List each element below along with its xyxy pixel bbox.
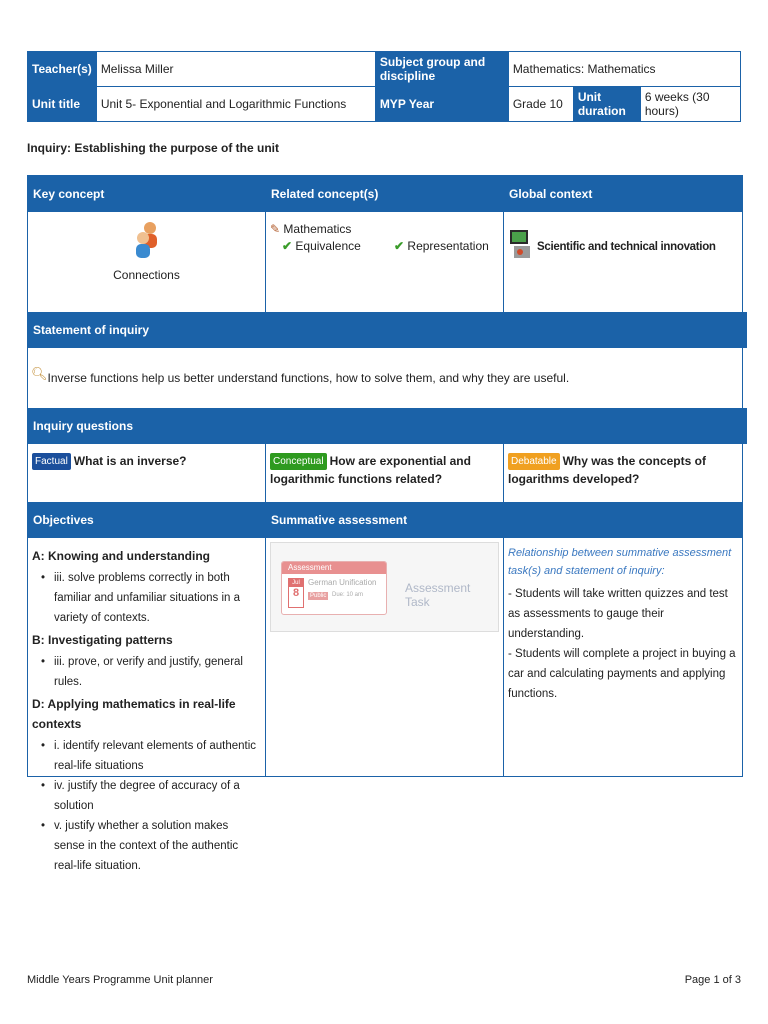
objective-item: • iv. justify the degree of accuracy of a solution (54, 776, 261, 816)
computer-icon (508, 228, 534, 265)
assessment-card-header: Assessment (282, 562, 386, 574)
objective-title: A: Knowing and understanding (32, 549, 210, 563)
duration-value: 6 weeks (30 hours) (640, 87, 740, 122)
inquiry-questions-header: Inquiry questions (28, 408, 747, 444)
objective-item: • iii. prove, or verify and justify, general rules. (54, 652, 261, 692)
myp-year-value: Grade 10 (508, 87, 573, 122)
assessment-preview[interactable] (270, 542, 499, 632)
global-context-header: Global context (504, 176, 742, 212)
objectives-cell (28, 538, 266, 872)
assessment-card[interactable] (281, 561, 387, 615)
relationship-cell (504, 538, 742, 776)
objective-item: • iii. solve problems correctly in both familiar and unfamiliar situations in a variety of contexts. (54, 568, 261, 628)
assessment-task-label: Assessment Task (405, 581, 471, 609)
magnifier-icon: 🔍︎ (31, 366, 48, 381)
debatable-question: Debatable Why was the concepts of logarithms developed? (508, 454, 706, 487)
unit-planner-grid (27, 175, 743, 872)
relationship-line: - Students will complete a project in buying a car and calculating payments and applying functions. (508, 648, 736, 700)
teacher-label: Teacher(s) (28, 52, 97, 87)
due-time: Due: 10 am (332, 592, 364, 598)
objective-list (32, 736, 261, 876)
duration-label: Unit duration (573, 87, 640, 122)
checkmark-icon: ✔ (394, 239, 405, 253)
calendar-icon: Jul 8 (288, 578, 304, 608)
subject-label: Subject group and discipline (375, 52, 508, 87)
objective-list (32, 652, 261, 692)
factual-question: Factual What is an inverse? (28, 444, 266, 502)
subject-value: Mathematics: Mathematics (508, 52, 740, 87)
inquiry-questions-row (28, 444, 742, 502)
related-concept-cell (266, 212, 504, 312)
relationship-title: Relationship between summative assessment task(s) and statement of inquiry: (508, 547, 732, 577)
related-item: ✔ Equivalence (282, 239, 361, 253)
people-icon (28, 220, 265, 260)
summative-header: Summative assessment (266, 502, 742, 538)
assessment-card-title: German Unification (308, 578, 377, 587)
objectives-row (28, 538, 742, 872)
concept-header-row (28, 176, 742, 212)
global-context-cell (504, 212, 742, 312)
objectives-header: Objectives (28, 502, 266, 538)
key-concept-cell (28, 212, 266, 312)
related-group: Mathematics (283, 222, 352, 236)
factual-tag: Factual (32, 453, 71, 470)
concept-row (28, 212, 742, 312)
summative-assessment-cell (266, 538, 504, 776)
unit-title-label: Unit title (28, 87, 97, 122)
objectives-header-row (28, 502, 742, 538)
statement-row (28, 348, 742, 408)
global-context-value: Scientific and technical innovation (537, 240, 716, 253)
conceptual-question: Conceptual How are exponential and logarithmic functions related? (266, 444, 504, 502)
unit-title-value: Unit 5- Exponential and Logarithmic Functions (96, 87, 375, 122)
key-concept-header: Key concept (28, 176, 266, 212)
conceptual-tag: Conceptual (270, 453, 327, 470)
related-item: ✔ Representation (394, 239, 489, 253)
relationship-line: - Students will take written quizzes and test as assessments to gauge their understanding. (508, 588, 728, 640)
statement-header: Statement of inquiry (28, 312, 747, 348)
public-badge: Public (310, 593, 327, 599)
myp-year-label: MYP Year (375, 87, 508, 122)
unit-header-table (27, 51, 741, 122)
footer-title: Middle Years Programme Unit planner (27, 974, 213, 986)
inquiry-heading: Inquiry: Establishing the purpose of the unit (27, 141, 279, 155)
page-number: Page 1 of 3 (684, 974, 741, 986)
objective-item: • i. identify relevant elements of authentic real-life situations (54, 736, 261, 776)
math-tools-icon: ✎ (270, 222, 281, 236)
statement-text: Inverse functions help us better understand functions, how to solve them, and why they are useful. (47, 371, 570, 385)
objective-list (32, 568, 261, 628)
key-concept-value: Connections (113, 268, 180, 282)
objective-item: • v. justify whether a solution makes sense in the context of the authentic real-life situation. (54, 816, 261, 876)
teacher-value: Melissa Miller (96, 52, 375, 87)
objective-title: D: Applying mathematics in real-life contexts (32, 697, 236, 731)
checkmark-icon: ✔ (282, 239, 293, 253)
objective-title: B: Investigating patterns (32, 633, 173, 647)
debatable-tag: Debatable (508, 453, 560, 470)
related-concept-header: Related concept(s) (266, 176, 504, 212)
